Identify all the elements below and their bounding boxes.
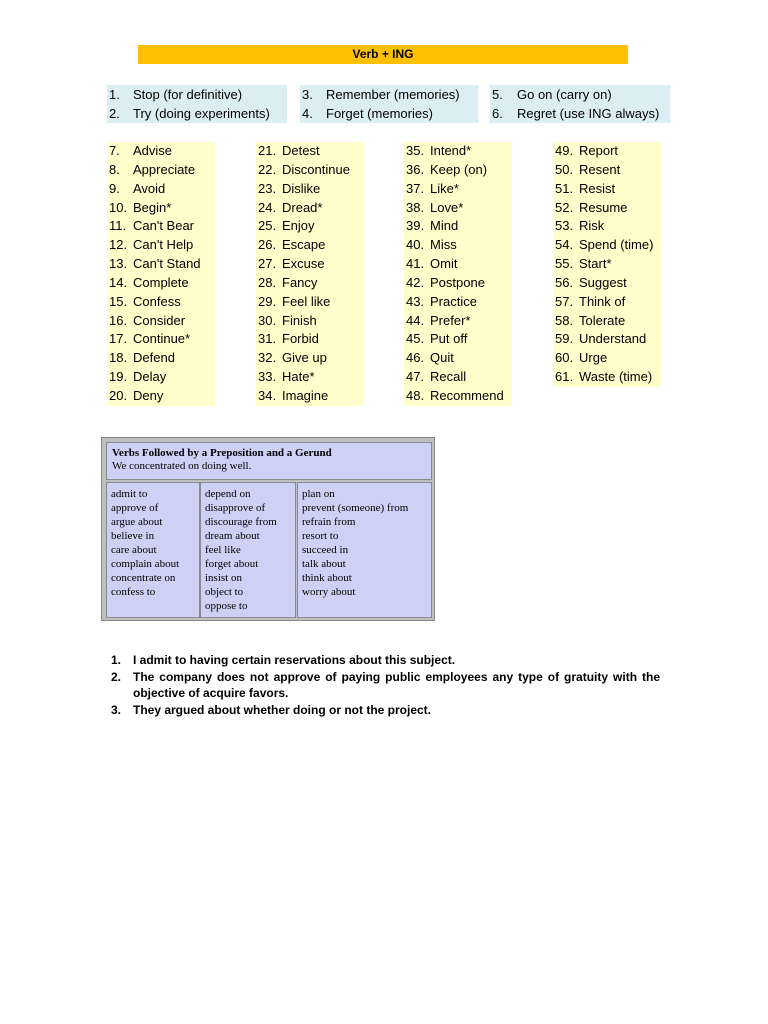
list-item — [302, 104, 478, 123]
item-text: Detest — [282, 143, 320, 158]
item-text: Advise — [133, 143, 173, 158]
item-text: Report — [579, 143, 619, 158]
item-text: Dislike — [282, 180, 321, 196]
list-item — [406, 274, 512, 293]
item-text: Go on (carry on) — [517, 87, 612, 102]
item-number: 44. — [406, 312, 425, 328]
item-text: Postpone — [430, 274, 485, 290]
item-text: Discontinue — [282, 161, 350, 177]
top-box-1 — [107, 85, 287, 123]
item-number: 61. — [555, 369, 574, 385]
item-number: 35. — [406, 143, 425, 158]
item-number: 21. — [258, 143, 277, 158]
item-text: Like* — [430, 180, 459, 196]
item-number: 4. — [302, 106, 313, 121]
list-item — [406, 387, 512, 406]
list-item — [109, 330, 215, 349]
list-item — [555, 330, 661, 349]
list-item — [258, 199, 363, 218]
item-text: Resume — [579, 199, 628, 215]
list-item — [258, 312, 363, 331]
item-number: 24. — [258, 199, 277, 215]
item-text: Put off — [430, 331, 468, 347]
item-text: Stop (for definitive) — [133, 87, 243, 102]
list-item — [258, 387, 363, 406]
item-text: Recommend — [430, 387, 504, 403]
item-number: 49. — [555, 143, 574, 158]
item-text: Mind — [430, 218, 459, 234]
item-text: Keep (on) — [430, 161, 488, 177]
item-number: 19. — [109, 369, 128, 385]
list-item — [109, 236, 215, 255]
item-text: Feel like — [282, 293, 331, 309]
table-item: admit to — [111, 488, 148, 500]
list-item — [109, 368, 215, 387]
item-number: 22. — [258, 161, 277, 177]
item-number: 33. — [258, 369, 277, 385]
item-number: 10. — [109, 199, 128, 215]
table-header — [106, 442, 432, 480]
item-text: Think of — [579, 293, 626, 309]
sentence — [108, 652, 660, 669]
item-text: Fancy — [282, 274, 318, 290]
list-item — [555, 312, 661, 331]
item-number: 30. — [258, 312, 277, 328]
item-number: 16. — [109, 312, 128, 328]
table-item: talk about — [302, 558, 346, 570]
item-number: 36. — [406, 161, 425, 177]
item-number: 9. — [109, 180, 120, 196]
list-item — [555, 161, 661, 180]
list-item — [109, 104, 287, 123]
table-item: prevent (someone) from — [302, 502, 409, 514]
list-item — [109, 161, 215, 180]
item-text: Urge — [579, 350, 608, 366]
table-column-1 — [106, 482, 200, 618]
item-text: Hate* — [282, 369, 315, 385]
item-number: 8. — [109, 161, 120, 177]
sentence — [108, 702, 660, 719]
list-item — [406, 217, 512, 236]
list-item — [555, 274, 661, 293]
table-item: complain about — [111, 558, 180, 570]
item-number: 17. — [109, 331, 128, 347]
list-item — [555, 142, 661, 161]
table-item: argue about — [111, 516, 163, 528]
item-text: Finish — [282, 312, 317, 328]
item-number: 14. — [109, 274, 128, 290]
item-text: Forget (memories) — [326, 106, 433, 121]
table-item: depend on — [205, 488, 251, 500]
item-text: Consider — [133, 312, 186, 328]
list-item — [406, 293, 512, 312]
list-item — [302, 85, 478, 104]
list-item — [258, 217, 363, 236]
list-item — [258, 274, 363, 293]
top-box-2 — [300, 85, 478, 123]
list-item — [109, 142, 215, 161]
table-item: think about — [302, 572, 352, 584]
item-text: Miss — [430, 237, 457, 253]
list-item — [109, 349, 215, 368]
item-number: 3. — [302, 87, 313, 102]
item-text: Tolerate — [579, 312, 626, 328]
list-item — [492, 104, 670, 123]
list-item — [492, 85, 670, 104]
list-item — [406, 330, 512, 349]
sentence-text: The company does not approve of paying public employees any type of gratuity with the objective of acquire favors. — [133, 669, 660, 700]
item-number: 26. — [258, 237, 277, 253]
list-item — [109, 387, 215, 406]
list-item — [109, 293, 215, 312]
table-item: approve of — [111, 502, 159, 514]
item-text: Quit — [430, 350, 454, 366]
item-number: 59. — [555, 331, 574, 347]
list-item — [555, 293, 661, 312]
list-item — [109, 85, 287, 104]
item-number: 51. — [555, 180, 574, 196]
table-column-3 — [297, 482, 432, 618]
list-item — [258, 180, 363, 199]
item-number: 31. — [258, 331, 277, 347]
list-item — [109, 180, 215, 199]
item-text: Complete — [133, 274, 189, 290]
item-number: 2. — [109, 106, 120, 121]
item-text: Begin* — [133, 199, 172, 215]
item-number: 43. — [406, 293, 425, 309]
item-number: 5. — [492, 87, 503, 102]
list-item — [258, 368, 363, 387]
item-text: Try (doing experiments) — [133, 106, 270, 121]
list-item — [406, 180, 512, 199]
item-number: 47. — [406, 369, 425, 385]
item-number: 34. — [258, 387, 277, 403]
list-item — [555, 236, 661, 255]
list-item — [258, 161, 363, 180]
table-item: confess to — [111, 586, 156, 598]
item-text: Give up — [282, 350, 327, 366]
item-text: Risk — [579, 218, 605, 234]
table-item: believe in — [111, 530, 155, 542]
table-item: worry about — [302, 586, 356, 598]
page-title: Verb + ING — [138, 45, 628, 64]
item-number: 11. — [109, 218, 127, 234]
item-number: 40. — [406, 237, 425, 253]
item-text: Delay — [133, 369, 167, 385]
table-item: disapprove of — [205, 502, 266, 514]
item-text: Dread* — [282, 199, 323, 215]
item-number: 18. — [109, 350, 128, 366]
table-item: insist on — [205, 572, 242, 584]
item-text: Waste (time) — [579, 369, 653, 385]
top-box-3 — [490, 85, 670, 123]
item-text: Imagine — [282, 387, 329, 403]
item-number: 52. — [555, 199, 574, 215]
item-text: Resist — [579, 180, 616, 196]
list-item — [406, 255, 512, 274]
list-item — [555, 199, 661, 218]
list-item — [555, 368, 661, 387]
item-number: 13. — [109, 256, 128, 272]
list-item — [406, 199, 512, 218]
item-text: Confess — [133, 293, 181, 309]
item-number: 15. — [109, 293, 128, 309]
list-item — [109, 312, 215, 331]
item-text: Resent — [579, 161, 621, 177]
item-number: 48. — [406, 387, 425, 403]
item-number: 53. — [555, 218, 574, 234]
list-item — [406, 312, 512, 331]
list-item — [258, 330, 363, 349]
sentence-number: 3. — [111, 702, 122, 717]
table-item: refrain from — [302, 516, 356, 528]
sentence-text: I admit to having certain reservations about this subject. — [133, 653, 456, 667]
list-item — [555, 255, 661, 274]
list-item — [258, 293, 363, 312]
list-item — [406, 349, 512, 368]
item-number: 25. — [258, 218, 277, 234]
item-number: 20. — [109, 387, 128, 403]
item-number: 39. — [406, 218, 425, 234]
item-number: 37. — [406, 180, 425, 196]
item-number: 41. — [406, 256, 425, 272]
item-text: Understand — [579, 331, 647, 347]
list-item — [406, 142, 512, 161]
item-text: Start* — [579, 256, 612, 272]
item-text: Spend (time) — [579, 237, 654, 253]
list-item — [258, 142, 363, 161]
list-item — [555, 180, 661, 199]
sentence-number: 2. — [111, 669, 122, 684]
list-item — [109, 199, 215, 218]
table-item: care about — [111, 544, 157, 556]
item-number: 50. — [555, 161, 574, 177]
sentence-text: They argued about whether doing or not the project. — [133, 702, 432, 717]
item-number: 28. — [258, 274, 277, 290]
verb-column-1 — [107, 142, 215, 406]
item-number: 45. — [406, 331, 425, 347]
item-number: 57. — [555, 293, 574, 309]
item-number: 1. — [109, 87, 120, 102]
item-text: Continue* — [133, 331, 191, 347]
item-number: 23. — [258, 180, 277, 196]
list-item — [555, 349, 661, 368]
table-example: We concentrated on doing well. — [112, 460, 252, 472]
verb-column-3 — [404, 142, 512, 406]
table-item: plan on — [302, 488, 335, 500]
item-number: 58. — [555, 312, 574, 328]
item-number: 32. — [258, 350, 277, 366]
table-item: discourage from — [205, 516, 277, 528]
table-item: feel like — [205, 544, 241, 556]
list-item — [258, 255, 363, 274]
example-sentences — [108, 652, 660, 718]
item-text: Forbid — [282, 331, 319, 347]
list-item — [258, 236, 363, 255]
item-text: Suggest — [579, 274, 627, 290]
item-text: Can't Bear — [133, 218, 195, 234]
item-number: 60. — [555, 350, 574, 366]
item-number: 12. — [109, 237, 128, 253]
item-number: 29. — [258, 293, 277, 309]
table-item: forget about — [205, 558, 259, 570]
table-item: oppose to — [205, 600, 248, 612]
item-number: 6. — [492, 106, 503, 121]
verb-column-4 — [553, 142, 661, 387]
item-number: 38. — [406, 199, 425, 215]
list-item — [406, 236, 512, 255]
gerund-table — [101, 437, 435, 621]
sentence-number: 1. — [111, 653, 122, 667]
item-text: Deny — [133, 387, 164, 403]
list-item — [109, 217, 215, 236]
item-number: 27. — [258, 256, 277, 272]
item-text: Appreciate — [133, 161, 196, 177]
item-text: Remember (memories) — [326, 87, 460, 102]
item-text: Enjoy — [282, 218, 315, 234]
item-text: Excuse — [282, 256, 325, 272]
table-item: object to — [205, 586, 244, 598]
item-text: Defend — [133, 350, 175, 366]
list-item — [406, 368, 512, 387]
table-heading: Verbs Followed by a Preposition and a Gerund — [112, 447, 332, 459]
item-text: Regret (use ING always) — [517, 106, 660, 121]
item-text: Love* — [430, 199, 464, 215]
item-number: 42. — [406, 274, 425, 290]
list-item — [109, 255, 215, 274]
table-item: succeed in — [302, 544, 349, 556]
list-item — [406, 161, 512, 180]
item-text: Can't Help — [133, 237, 194, 253]
item-text: Recall — [430, 369, 467, 385]
list-item — [555, 217, 661, 236]
item-number: 7. — [109, 143, 120, 158]
item-text: Omit — [430, 256, 458, 272]
item-number: 56. — [555, 274, 574, 290]
item-number: 55. — [555, 256, 574, 272]
verb-column-2 — [256, 142, 363, 406]
list-item — [258, 349, 363, 368]
item-text: Intend* — [430, 143, 472, 158]
item-text: Avoid — [133, 180, 166, 196]
item-number: 46. — [406, 350, 425, 366]
sentence — [108, 669, 660, 702]
table-item: concentrate on — [111, 572, 176, 584]
list-item — [109, 274, 215, 293]
item-number: 54. — [555, 237, 574, 253]
item-text: Prefer* — [430, 312, 471, 328]
item-text: Escape — [282, 237, 326, 253]
item-text: Can't Stand — [133, 256, 201, 272]
table-column-2 — [200, 482, 296, 618]
item-text: Practice — [430, 293, 477, 309]
table-item: resort to — [302, 530, 339, 542]
table-item: dream about — [205, 530, 260, 542]
